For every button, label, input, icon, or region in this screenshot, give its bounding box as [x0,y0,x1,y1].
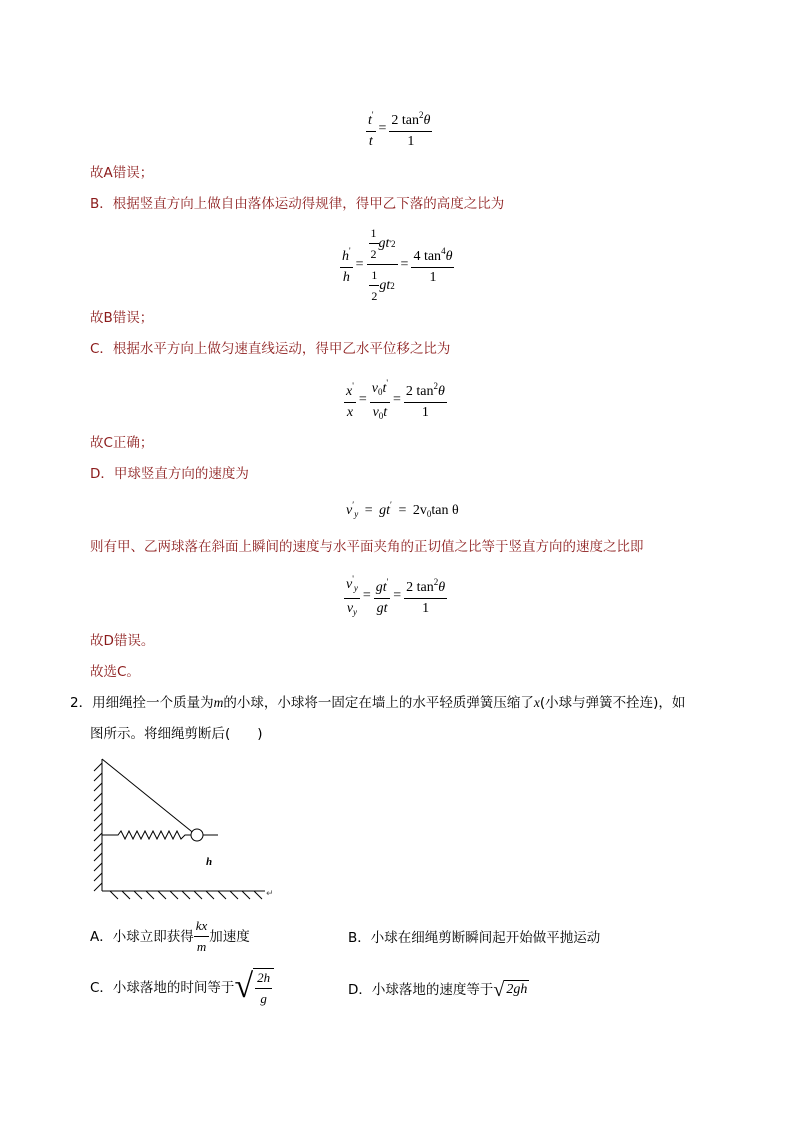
question-2-line-2: 图所示。将细绳剪断后( ) [90,726,263,742]
explanation-c: C．根据水平方向上做匀速直线运动，得甲乙水平位移之比为 [90,341,451,357]
equation-displacement-ratio: $\frac{x'}{x}$ = $\frac{v_0t'}{v_0t}$ = $\frac{2 \tan^2\theta}{1}$ [344,374,447,425]
fraction-t-ratio: $\frac{t'}{t}$ [366,106,376,151]
wall [94,759,102,891]
equation-velocity-ratio: $\frac{v'_y}{v_y}$ = $\frac{gt'}{gt}$ = $\frac{2 \tan^2\theta}{1}$ [344,570,447,621]
explanation-b: B．根据竖直方向上做自由落体运动得规律，得甲乙下落的高度之比为 [90,196,505,212]
fraction-tan-ratio: $\frac{2 \tan^2\theta}{1}$ [389,106,432,151]
option-a[interactable]: A．小球立即获得 $\frac{kx}{m}$ 加速度 [90,918,250,954]
conclusion-b-wrong: 故B错误； [90,310,154,326]
option-c[interactable]: C．小球落地的时间等于 √ $\frac{2h}{g}$ [90,968,274,1008]
question-2-line-1: 2．用细绳拴一个质量为m的小球，小球将一固定在墙上的水平轻质弹簧压缩了x(小球与弹簧不拴连)，如 [70,695,686,711]
spring-ball-figure [90,755,290,900]
explanation-d: D．甲球竖直方向的速度为 [90,466,249,482]
height-label: h [206,856,213,868]
question-number: 2． [70,695,93,711]
rope [102,759,196,835]
sqrt-2h-over-g: √ $\frac{2h}{g}$ [234,968,274,1008]
return-mark: ↵ [266,889,274,899]
final-answer: 故选C。 [90,664,140,680]
option-a-fraction: $\frac{kx}{m}$ [195,918,208,954]
equation-height-ratio: $\frac{h'}{h}$ = $\frac{1}{2}$ gt '2 $\frac{1}{2}$ gt 2 = $\frac{4 \tan^4\theta}{1}$ [342,226,453,303]
sqrt-2gh: √ 2gh [493,979,528,1001]
ground [102,891,265,899]
explanation-tangent-ratio: 则有甲、乙两球落在斜面上瞬间的速度与水平面夹角的正切值之比等于竖直方向的速度之比即 [90,539,644,555]
equation-time-ratio: $\frac{t'}{t}$ = $\frac{2 \tan^2\theta}{1}$ [366,106,432,151]
conclusion-d-wrong: 故D错误。 [90,633,155,649]
conclusion-a-wrong: 故A错误； [90,165,154,181]
option-d[interactable]: D．小球落地的速度等于 √ 2gh [348,979,528,1001]
option-b[interactable]: B．小球在细绳剪断瞬间起开始做平抛运动 [348,930,601,946]
ball [191,829,203,841]
spring [102,831,191,839]
equation-vertical-velocity: $v'_y = gt' = 2v_0\tan$ θ [346,500,459,519]
conclusion-c-right: 故C正确； [90,435,154,451]
